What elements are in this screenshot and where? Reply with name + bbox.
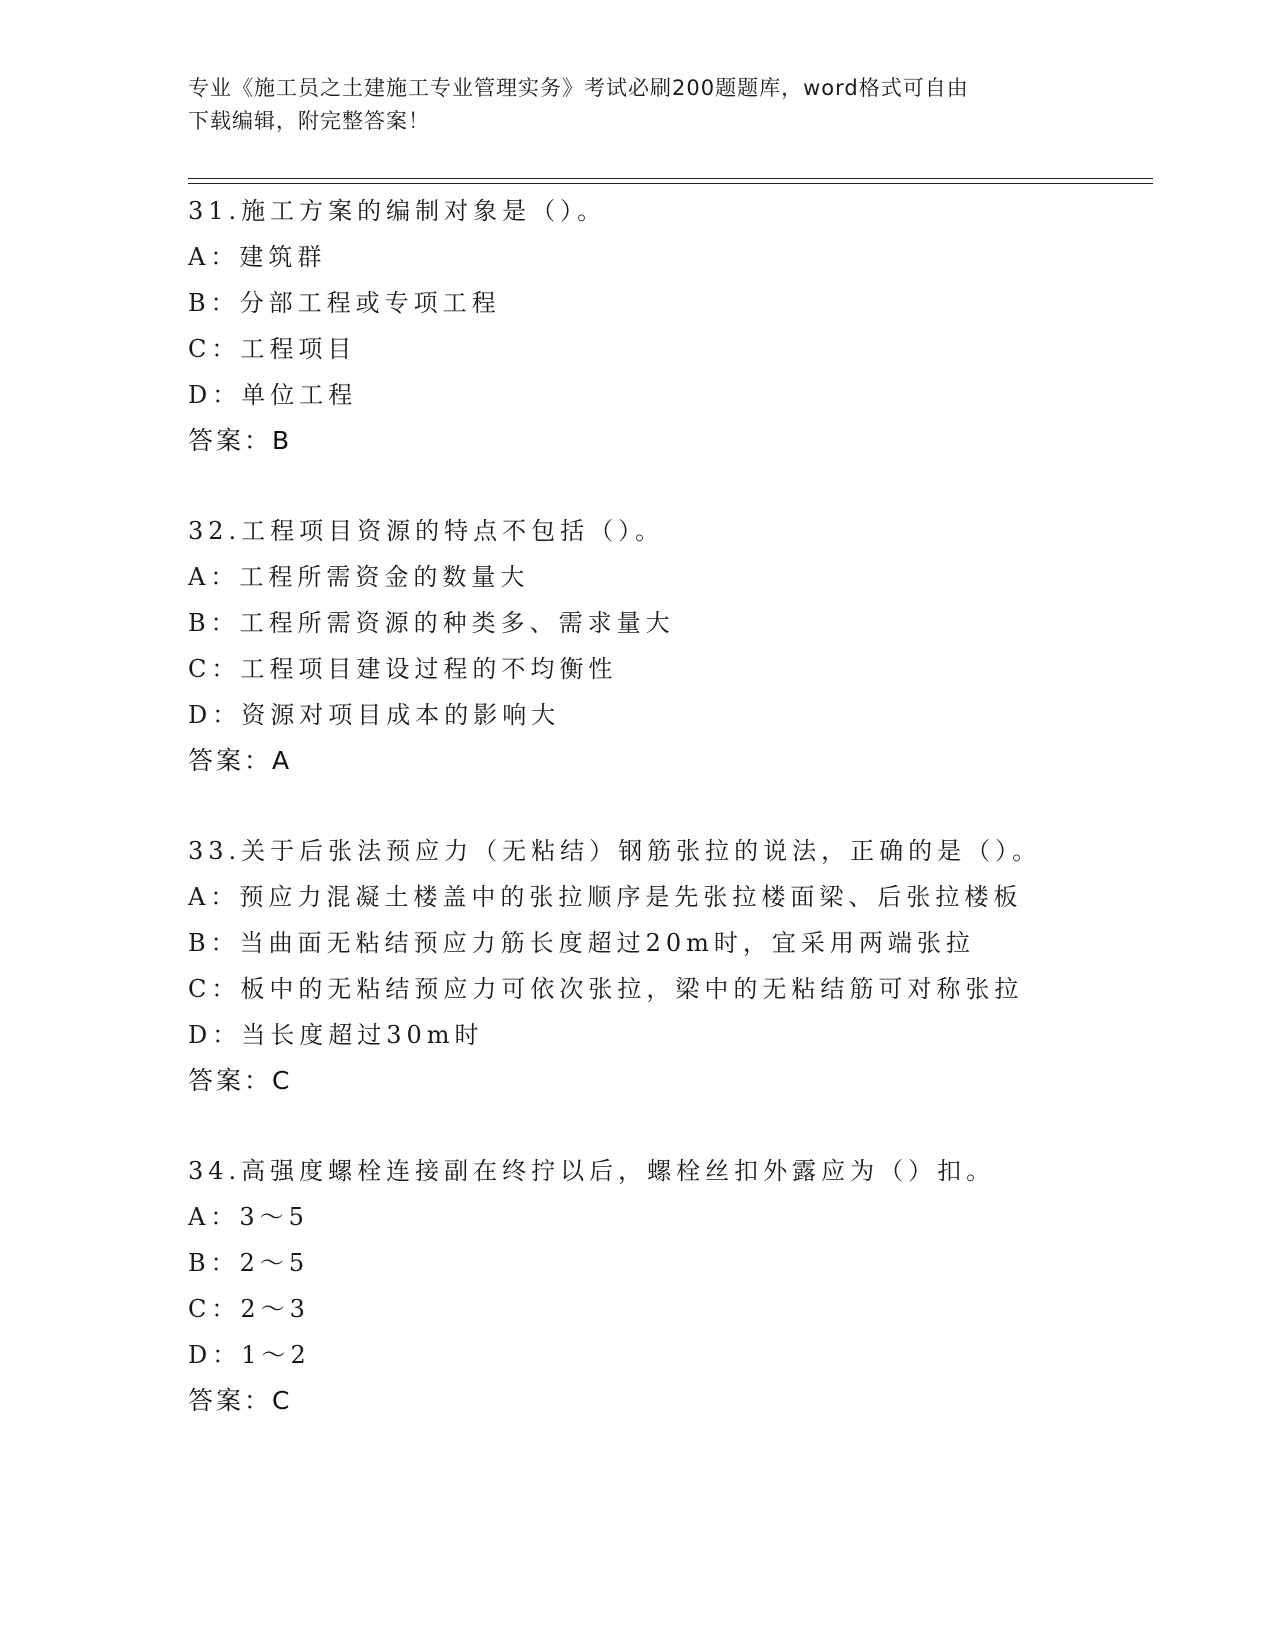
- header-divider-top: [188, 178, 1153, 179]
- header-line-2: 下载编辑，附完整答案！: [188, 109, 430, 133]
- option-b: B：当曲面无粘结预应力筋长度超过20m时，宜采用两端张拉: [188, 929, 975, 957]
- header-divider-bottom: [188, 183, 1153, 184]
- question-33: [188, 828, 1188, 1104]
- option-d: D：1～2: [188, 1341, 311, 1369]
- answer: 答案：C: [188, 1066, 293, 1095]
- option-d: D：资源对项目成本的影响大: [188, 701, 561, 729]
- question-stem: 34.高强度螺栓连接副在终拧以后，螺栓丝扣外露应为（）扣。: [188, 1157, 996, 1185]
- option-d: D：当长度超过30m时: [188, 1021, 484, 1049]
- option-d: D：单位工程: [188, 381, 358, 409]
- option-c: C：板中的无粘结预应力可依次张拉，梁中的无粘结筋可对称张拉: [188, 975, 1024, 1003]
- question-32: [188, 508, 1188, 784]
- option-a: A：预应力混凝土楼盖中的张拉顺序是先张拉楼面梁、后张拉楼板: [188, 883, 1023, 911]
- question-34: [188, 1148, 1188, 1424]
- option-b: B：2～5: [188, 1249, 310, 1277]
- option-c: C：工程项目: [188, 335, 357, 363]
- option-b: B：工程所需资源的种类多、需求量大: [188, 609, 675, 637]
- question-stem: 33.关于后张法预应力（无粘结）钢筋张拉的说法，正确的是（）。: [188, 837, 1042, 865]
- option-b: B：分部工程或专项工程: [188, 289, 501, 317]
- option-a: A：工程所需资金的数量大: [188, 563, 530, 591]
- answer: 答案：C: [188, 1386, 293, 1415]
- document-header: [188, 72, 1088, 138]
- question-31: [188, 188, 1188, 464]
- option-a: A：建筑群: [188, 243, 327, 271]
- question-stem: 32.工程项目资源的特点不包括（）。: [188, 517, 665, 545]
- header-line-1: 专业《施工员之土建施工专业管理实务》考试必刷200题题库，word格式可自由: [188, 76, 969, 100]
- option-a: A：3～5: [188, 1203, 309, 1231]
- option-c: C：工程项目建设过程的不均衡性: [188, 655, 618, 683]
- answer: 答案：B: [188, 426, 293, 455]
- answer: 答案：A: [188, 746, 293, 775]
- question-stem: 31.施工方案的编制对象是（）。: [188, 197, 607, 225]
- option-c: C：2～3: [188, 1295, 310, 1323]
